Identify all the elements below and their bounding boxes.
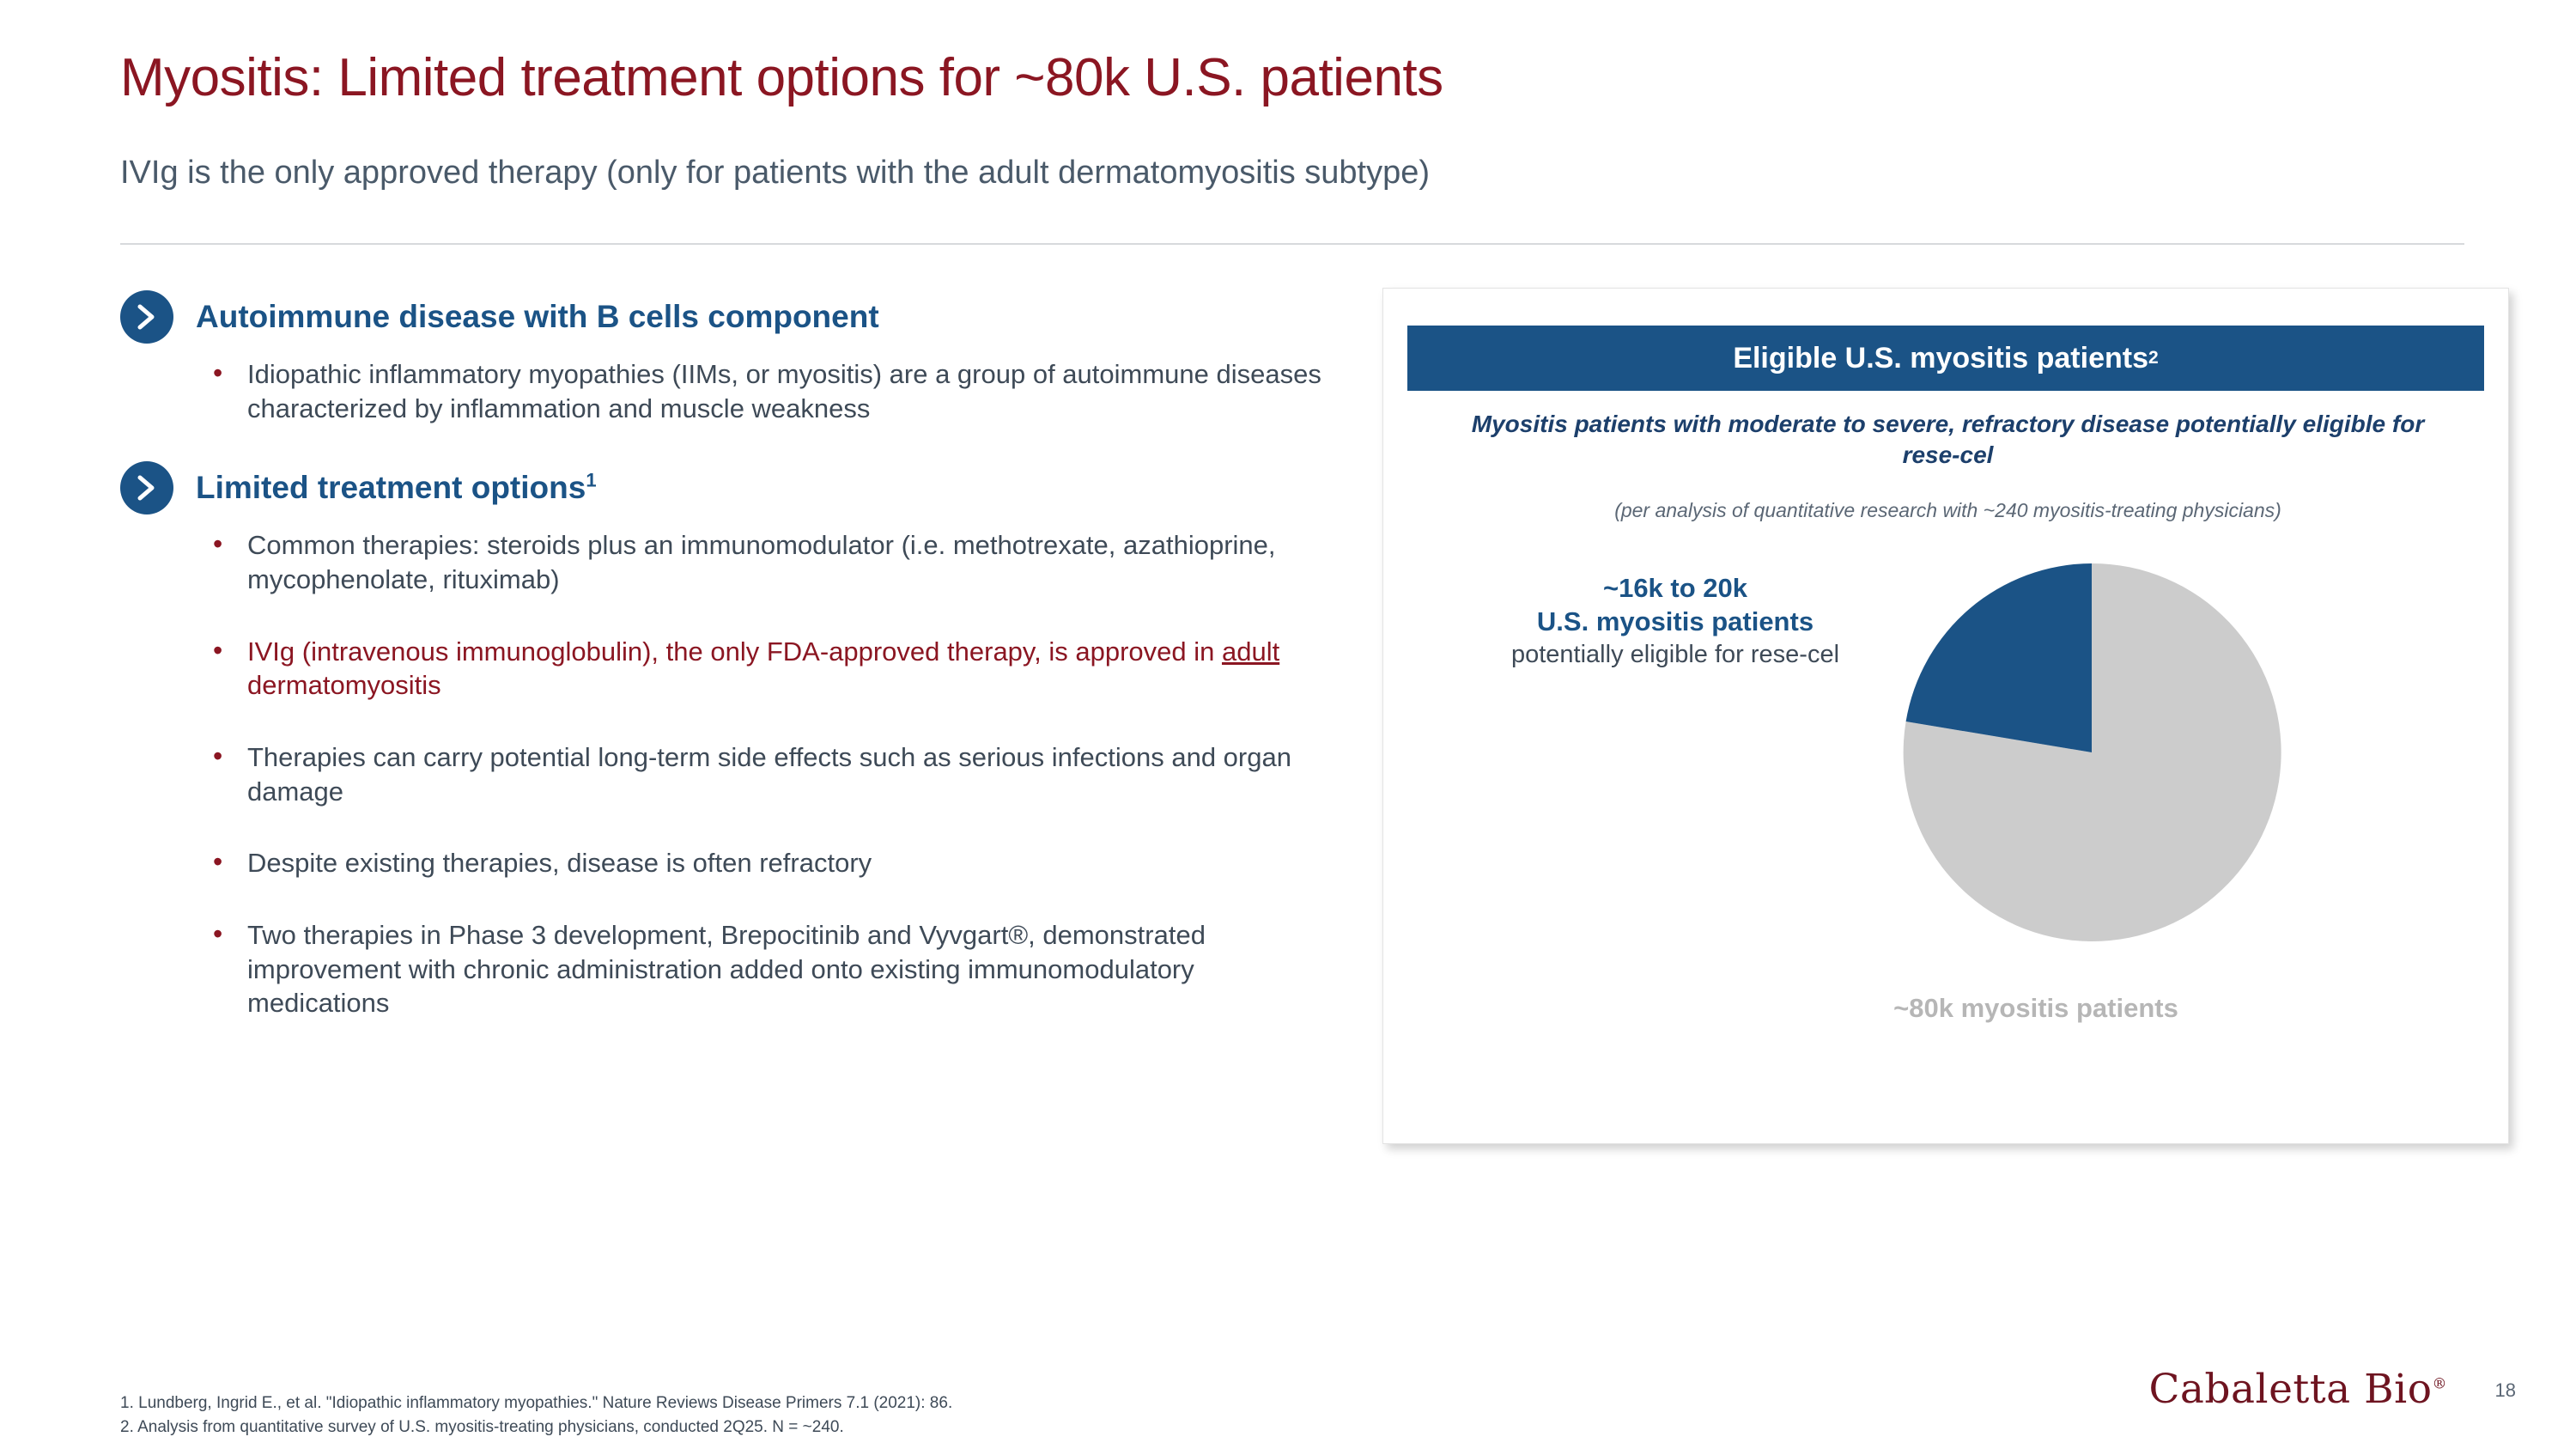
- company-logo: [2148, 1366, 2447, 1413]
- page-number: 18: [2494, 1379, 2516, 1401]
- pie-chart: [1890, 551, 2293, 954]
- section-heading-treatment: [120, 461, 1357, 514]
- panel-title-bar: Eligible U.S. myositis patients 2: [1407, 326, 2484, 391]
- panel-note: (per analysis of quantitative research with ~240 myositis-treating physicians): [1614, 499, 2281, 521]
- section-heading-label: [196, 461, 597, 514]
- list-item: • Despite existing therapies, disease is often refractory: [247, 846, 1338, 880]
- footnote-1: 1. Lundberg, Ingrid E., et al. "Idiopathic inflammatory myopathies." Nature Reviews Disease Primers 7.1 (2021): 86.: [120, 1394, 953, 1412]
- registered-trademark-icon: ®: [2432, 1375, 2447, 1393]
- pie-chart-svg: [1890, 551, 2293, 954]
- pie-callout: [1443, 572, 1907, 670]
- pie-total-label: ~80k myositis patients: [1893, 993, 2178, 1023]
- panel-title-text: Eligible U.S. myositis patients: [1733, 341, 2148, 374]
- bullet-list-autoimmune: [120, 357, 1357, 425]
- pie-slice-eligible: [1906, 563, 2092, 752]
- bullet-list-treatment: [120, 528, 1357, 1020]
- list-item: • Common therapies: steroids plus an immunomodulator (i.e. methotrexate, azathioprine, mycophenolate, rituximab): [247, 528, 1338, 596]
- left-content-column: [120, 283, 1357, 1058]
- callout-line-2: U.S. myositis patients: [1536, 606, 1814, 636]
- page-title: Myositis: Limited treatment options for ~80k U.S. patients: [120, 48, 1443, 107]
- list-item-highlighted: • IVIg (intravenous immunoglobulin), the only FDA-approved therapy, is approved in adult dermatomyositis: [247, 635, 1338, 703]
- page-subtitle: IVIg is the only approved therapy (only for patients with the adult dermatomyositis subtype): [120, 155, 1431, 191]
- footnote-marker-1: 1: [586, 470, 597, 492]
- company-logo-text: Cabaletta Bio: [2148, 1366, 2433, 1413]
- list-item: • Therapies can carry potential long-term side effects such as serious infections and organ damage: [247, 740, 1338, 808]
- list-item: • Idiopathic inflammatory myopathies (IIMs, or myositis) are a group of autoimmune diseases characterized by inflammation and muscle weakness: [247, 357, 1338, 425]
- header-divider: [120, 243, 2464, 245]
- footnotes: [120, 1391, 952, 1439]
- section-heading-label: Autoimmune disease with B cells component: [196, 299, 879, 334]
- section-heading-text: Limited treatment options: [196, 470, 586, 506]
- eligible-patients-panel: [1382, 288, 2509, 1144]
- chevron-right-icon: [120, 461, 173, 514]
- list-item: • Two therapies in Phase 3 development, Brepocitinib and Vyvgart®, demonstrated improvement with chronic administration added onto existing immunomodulatory medications: [247, 918, 1338, 1020]
- section-heading-autoimmune: [120, 290, 1357, 344]
- callout-line-1: ~16k to 20k: [1602, 573, 1748, 603]
- chevron-right-icon: [120, 290, 173, 344]
- footnote-2: 2. Analysis from quantitative survey of U.S. myositis-treating physicians, conducted 2Q25. N = ~240.: [120, 1417, 844, 1436]
- panel-subtitle: Myositis patients with moderate to severe, refractory disease potentially eligible for rese-cel: [1471, 411, 2425, 469]
- callout-line-3: potentially eligible for rese-cel: [1510, 640, 1840, 668]
